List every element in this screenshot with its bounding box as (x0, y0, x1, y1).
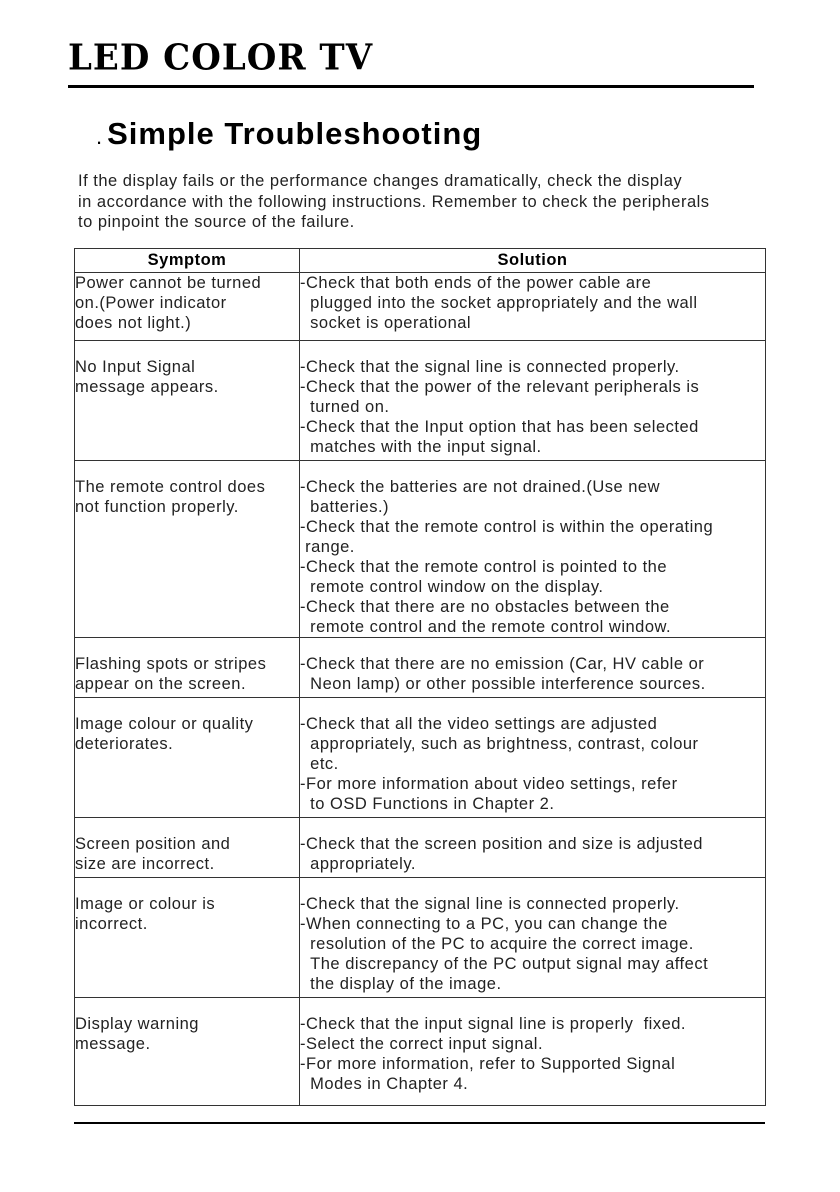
solution-cell (300, 341, 766, 461)
solution-line: -Check that the screen position and size is adjusted (300, 835, 703, 853)
solution-line: -Select the correct input signal. (300, 1035, 544, 1053)
solution-cell (300, 273, 766, 341)
solution-line: -Check that there are no emission (Car, HV cable or (300, 655, 705, 673)
solution-line: -Check that all the video settings are adjusted (300, 715, 658, 733)
solution-cell (300, 461, 766, 638)
solution-line: turned on. (300, 398, 390, 416)
solution-line: to OSD Functions in Chapter 2. (300, 795, 555, 813)
intro-line: If the display fails or the performance changes dramatically, check the display (78, 172, 683, 190)
solution-cell (300, 638, 766, 698)
table-row (75, 698, 766, 818)
section-title (96, 116, 482, 152)
solution-cell (300, 818, 766, 878)
table-row (75, 818, 766, 878)
solution-line: resolution of the PC to acquire the correct image. (300, 935, 694, 953)
solution-line: -Check that both ends of the power cable are (300, 274, 652, 292)
intro-line: to pinpoint the source of the failure. (78, 213, 355, 231)
solution-line: range. (300, 538, 355, 556)
footer-divider (74, 1122, 765, 1124)
table-row (75, 878, 766, 998)
solution-column-header: Solution (300, 249, 766, 273)
intro-line: in accordance with the following instructions. Remember to check the peripherals (78, 192, 710, 211)
brand-heading: LED COLOR TV (68, 37, 374, 79)
solution-line: etc. (300, 755, 339, 773)
solution-line: -Check the batteries are not drained.(Use new (300, 478, 661, 496)
solution-cell (300, 698, 766, 818)
solution-line: appropriately, such as brightness, contrast, colour (300, 735, 699, 753)
troubleshooting-table (74, 248, 766, 1106)
solution-cell (300, 998, 766, 1106)
table-row (75, 273, 766, 341)
symptom-column-header: Symptom (75, 249, 300, 273)
solution-line: batteries.) (300, 498, 390, 516)
intro-paragraph (78, 171, 768, 233)
solution-line: the display of the image. (300, 975, 502, 993)
symptom-cell: Screen position and size are incorrect. (75, 818, 300, 878)
table-row (75, 341, 766, 461)
solution-line: matches with the input signal. (300, 438, 542, 456)
solution-line: -For more information, refer to Supported Signal (300, 1055, 676, 1073)
symptom-cell: Display warning message. (75, 998, 300, 1106)
solution-line: -Check that the signal line is connected properly. (300, 895, 680, 913)
table-row (75, 998, 766, 1106)
solution-line: -Check that there are no obstacles between the (300, 598, 670, 616)
section-title-text: Simple Troubleshooting (107, 116, 483, 151)
solution-line: remote control window on the display. (300, 578, 604, 596)
solution-line: The discrepancy of the PC output signal may affect (300, 955, 709, 973)
solution-line: -Check that the Input option that has been selected (300, 418, 699, 436)
symptom-cell: Image or colour is incorrect. (75, 878, 300, 998)
symptom-cell: Image colour or quality deteriorates. (75, 698, 300, 818)
solution-line: -Check that the signal line is connected properly. (300, 358, 680, 376)
solution-line: Neon lamp) or other possible interference sources. (300, 675, 706, 693)
symptom-cell: Flashing spots or stripes appear on the screen. (75, 638, 300, 698)
solution-line: -When connecting to a PC, you can change the (300, 915, 668, 933)
solution-line: -Check that the remote control is pointed to the (300, 558, 668, 576)
symptom-cell: Power cannot be turned on.(Power indicator does not light.) (75, 273, 300, 341)
solution-cell (300, 878, 766, 998)
solution-line: -Check that the input signal line is properly fixed. (300, 1015, 687, 1033)
solution-line: -For more information about video settings, refer (300, 775, 678, 793)
solution-line: Modes in Chapter 4. (300, 1075, 469, 1093)
table-row (75, 638, 766, 698)
solution-line: plugged into the socket appropriately and the wall (300, 294, 698, 312)
table-row (75, 461, 766, 638)
symptom-cell: No Input Signal message appears. (75, 341, 300, 461)
table-header-row (75, 249, 766, 273)
solution-line: socket is operational (300, 314, 472, 332)
header-divider (68, 85, 754, 88)
section-bullet: . (96, 124, 104, 149)
solution-line: remote control and the remote control window. (300, 618, 672, 636)
solution-line: appropriately. (300, 855, 416, 873)
solution-line: -Check that the power of the relevant peripherals is (300, 378, 700, 396)
symptom-cell: The remote control does not function properly. (75, 461, 300, 638)
solution-line: -Check that the remote control is within the operating (300, 518, 714, 536)
